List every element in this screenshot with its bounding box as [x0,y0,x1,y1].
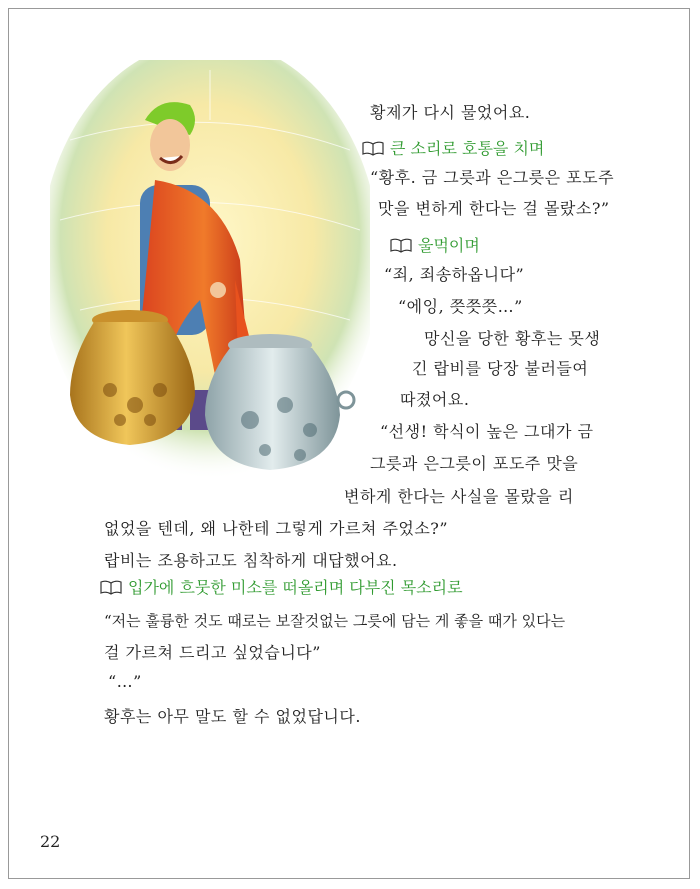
text-line: 랍비는 조용하고도 침착하게 대답했어요. [104,551,398,570]
story-illustration [50,60,370,490]
text-line: 긴 랍비를 당장 불러들여 [412,359,589,378]
text-line: 따졌어요. [400,390,470,409]
text-line: 없었을 텐데, 왜 나한테 그렇게 가르쳐 주었소?” [104,519,449,538]
text-line: 황제가 다시 물었어요. [370,103,531,122]
stage-cue [362,136,544,159]
stage-cue [100,575,463,598]
text-line: “선생! 학식이 높은 그대가 금 [380,422,594,441]
text-line: 망신을 당한 황후는 못생 [424,329,601,348]
text-line: “황후. 금 그릇과 은그릇은 포도주 [370,168,615,187]
text-line: 황후는 아무 말도 할 수 없었답니다. [104,707,361,726]
text-line: “에잉, 쯧쯧쯧…” [398,297,523,316]
text-line: 걸 가르쳐 드리고 싶었습니다” [104,643,321,662]
page-number: 22 [40,832,61,851]
book-icon [100,579,122,595]
text-line: 변하게 한다는 사실을 몰랐을 리 [344,487,574,506]
stage-cue-text: 큰 소리로 호통을 치며 [390,139,545,158]
text-line: 그릇과 은그릇이 포도주 맛을 [370,454,579,473]
text-line: “저는 훌륭한 것도 때로는 보잘것없는 그릇에 담는 게 좋을 때가 있다는 [104,612,566,630]
stage-cue-text: 입가에 흐뭇한 미소를 떠올리며 다부진 목소리로 [128,578,463,597]
text-line: “죄, 죄송하옵니다” [384,265,525,284]
book-icon [390,237,412,253]
stage-cue-text: 울먹이며 [418,236,480,255]
stage-cue [390,233,480,256]
text-line: 맛을 변하게 한다는 걸 몰랐소?” [378,199,610,218]
book-icon [362,140,384,156]
text-line: “…” [108,672,142,691]
